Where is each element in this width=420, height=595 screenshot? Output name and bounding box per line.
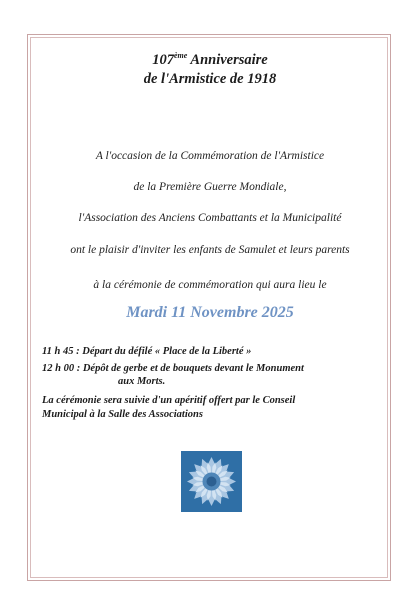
program-item-wreath-cont: aux Morts. [118,376,166,387]
intro-line-5: à la cérémonie de commémoration qui aura lieu le [93,279,327,291]
title-line-2: de l'Armistice de 1918 [143,71,277,87]
program-item-departure: 11 h 45 : Départ du défilé « Place de la Liberté » [42,346,252,357]
anniversary-word: Anniversaire [187,52,268,68]
intro-line-4: ont le plaisir d'inviter les enfants de Samulet et leurs parents [70,244,350,256]
program-note-aperitif: La cérémonie sera suivie d'un apéritif offert par le Conseil [42,395,296,406]
ordinal-suffix: ème [173,51,188,61]
program-item-wreath: 12 h 00 : Dépôt de gerbe et de bouquets devant le Monument [42,363,304,374]
event-date: Mardi 11 Novembre 2025 [126,304,294,321]
title-line-1 [0,52,420,69]
intro-line-2: de la Première Guerre Mondiale, [133,181,287,193]
program-note-aperitif-cont: Municipal à la Salle des Associations [42,409,203,420]
cornflower-icon [181,451,242,512]
anniversary-number: 107 [152,52,174,68]
intro-line-1: A l'occasion de la Commémoration de l'Armistice [95,150,325,162]
intro-line-3: l'Association des Anciens Combattants et la Municipalité [78,212,342,224]
cornflower-graphic [181,451,242,512]
